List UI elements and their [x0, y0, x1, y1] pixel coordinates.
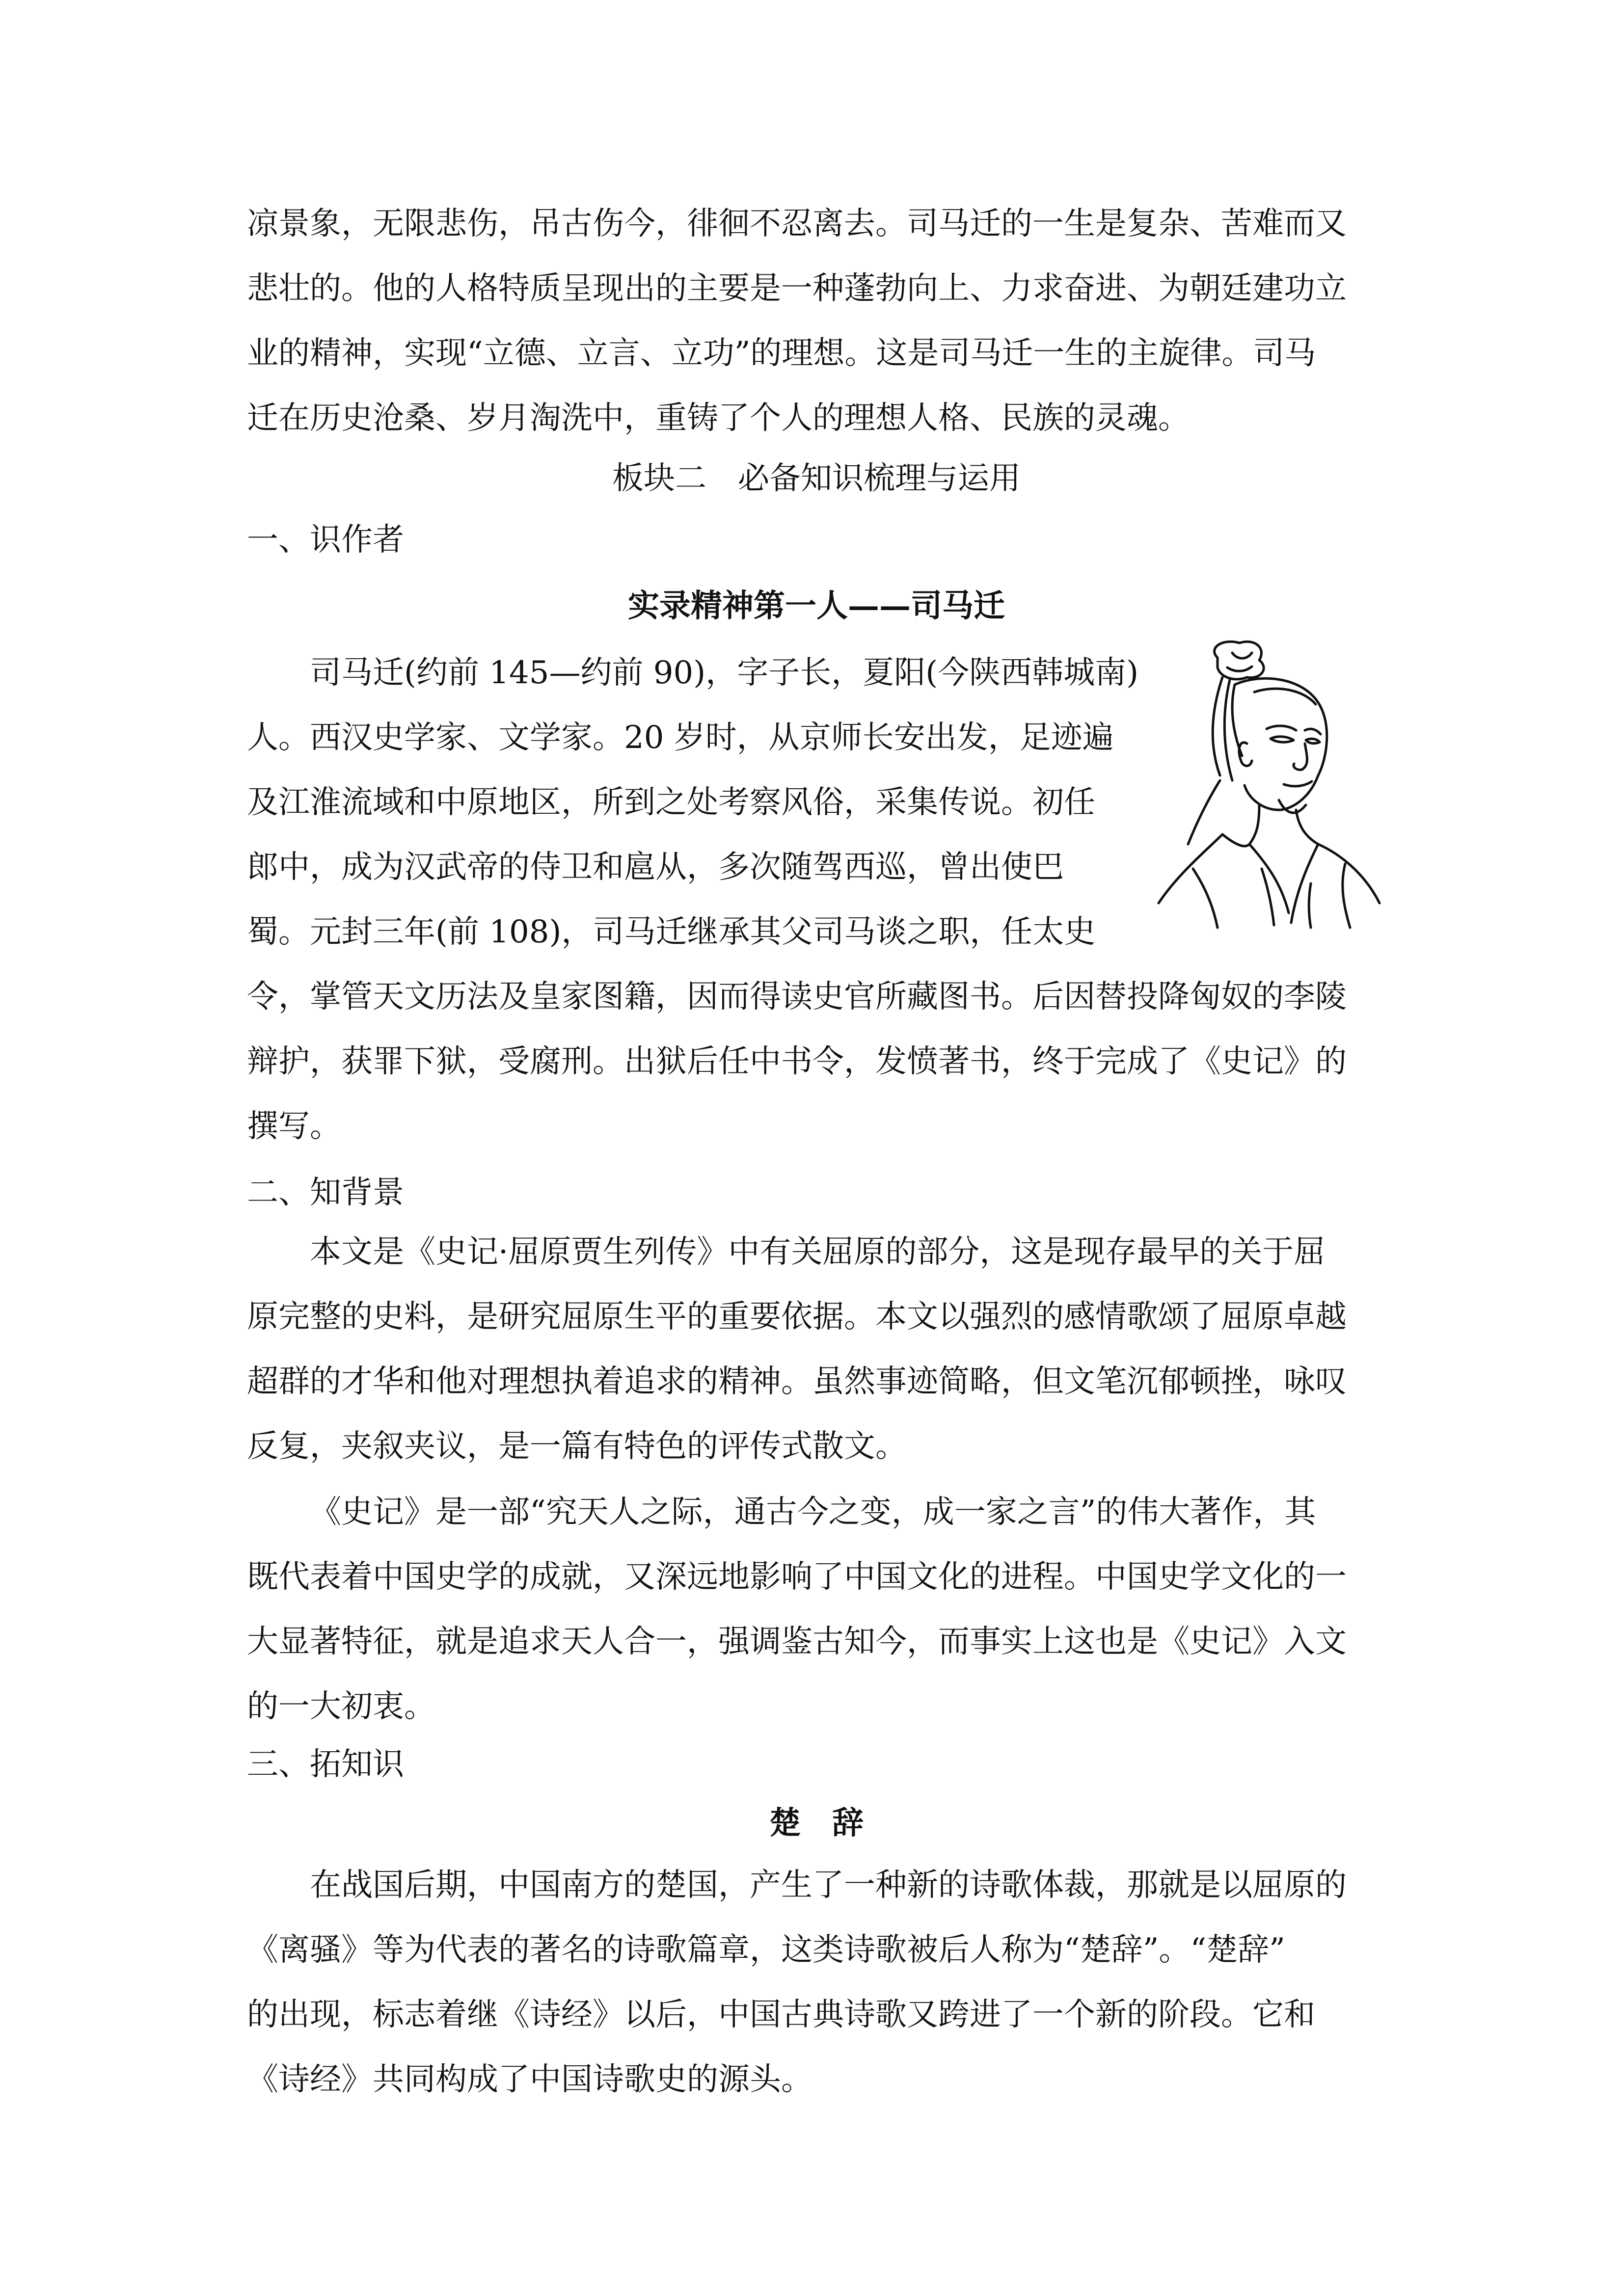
- text-line: 辩护，获罪下狱，受腐刑。出狱后任中书令，发愤著书，终于完成了《史记》的: [247, 1043, 1347, 1080]
- text-line: 蜀。元封三年(前 108)，司马迁继承其父司马谈之职，任太史: [247, 914, 1096, 950]
- part3-heading: 三、拓知识: [247, 1746, 404, 1783]
- part3-paragraph: [247, 1853, 1386, 2112]
- intro-paragraph: [247, 191, 1386, 451]
- text-line: 的出现，标志着继《诗经》以后，中国古典诗歌又跨进了一个新的阶段。它和: [247, 1997, 1315, 2033]
- text-line: 的一大初衷。: [247, 1688, 435, 1725]
- part3-subtitle: 楚 辞: [769, 1805, 864, 1842]
- text-line: 《史记》是一部“究天人之际，通古今之变，成一家之言”的伟大著作，其: [310, 1494, 1316, 1530]
- text-line: 撰写。: [247, 1108, 341, 1145]
- part1-subtitle: 实录精神第一人——司马迁: [628, 587, 1005, 624]
- part1-paragraph-bottom: [247, 964, 1386, 1159]
- text-line: 既代表着中国史学的成就，又深远地影响了中国文化的进程。中国史学文化的一: [247, 1559, 1347, 1595]
- part2-paragraph-1: [247, 1220, 1386, 1479]
- part2-heading: 二、知背景: [247, 1175, 404, 1211]
- text-line: 大显著特征，就是追求天人合一，强调鉴古知今，而事实上这也是《史记》入文: [247, 1624, 1347, 1660]
- text-line: 郎中，成为汉武帝的侍卫和扈从，多次随驾西巡，曾出使巴: [247, 849, 1064, 885]
- text-line: 超群的才华和他对理想执着追求的精神。虽然事迹简略，但文笔沉郁顿挫，咏叹: [247, 1363, 1347, 1400]
- text-line: 原完整的史料，是研究屈原生平的重要依据。本文以强烈的感情歌颂了屈原卓越: [247, 1299, 1347, 1335]
- text-line: 司马迁(约前 145—约前 90)，字子长，夏阳(今陕西韩城南): [310, 655, 1139, 691]
- text-line: 悲壮的。他的人格特质呈现出的主要是一种蓬勃向上、力求奋进、为朝廷建功立: [247, 270, 1347, 307]
- text-line: 迁在历史沧桑、岁月淘洗中，重铸了个人的理想人格、民族的灵魂。: [247, 400, 1190, 436]
- text-line: 人。西汉史学家、文学家。20 岁时，从京师长安出发，足迹遍: [247, 720, 1114, 756]
- text-line: 令，掌管天文历法及皇家图籍，因而得读史官所藏图书。后因替投降匈奴的李陵: [247, 979, 1347, 1015]
- section-title: 板块二 必备知识梳理与运用: [612, 460, 1021, 497]
- text-line: 在战国后期，中国南方的楚国，产生了一种新的诗歌体裁，那就是以屈原的: [310, 1867, 1347, 1903]
- text-line: 业的精神，实现“立德、立言、立功”的理想。这是司马迁一生的主旋律。司马: [247, 335, 1316, 372]
- text-line: 及江淮流域和中原地区，所到之处考察风俗，采集传说。初任: [247, 784, 1095, 821]
- part1-paragraph-top: [247, 641, 1140, 964]
- text-line: 《诗经》共同构成了中国诗歌史的源头。: [247, 2061, 812, 2098]
- sima-qian-portrait-image: [1149, 638, 1394, 933]
- text-line: 凉景象，无限悲伤，吊古伤今，徘徊不忍离去。司马迁的一生是复杂、苦难而又: [247, 206, 1347, 242]
- text-line: 反复，夹叙夹议，是一篇有特色的评传式散文。: [247, 1428, 907, 1465]
- part2-paragraph-2: [247, 1480, 1386, 1739]
- text-line: 《离骚》等为代表的著名的诗歌篇章，这类诗歌被后人称为“楚辞”。“楚辞”: [247, 1932, 1285, 1968]
- text-line: 本文是《史记·屈原贾生列传》中有关屈原的部分，这是现存最早的关于屈: [310, 1234, 1326, 1270]
- part1-heading: 一、识作者: [247, 522, 404, 558]
